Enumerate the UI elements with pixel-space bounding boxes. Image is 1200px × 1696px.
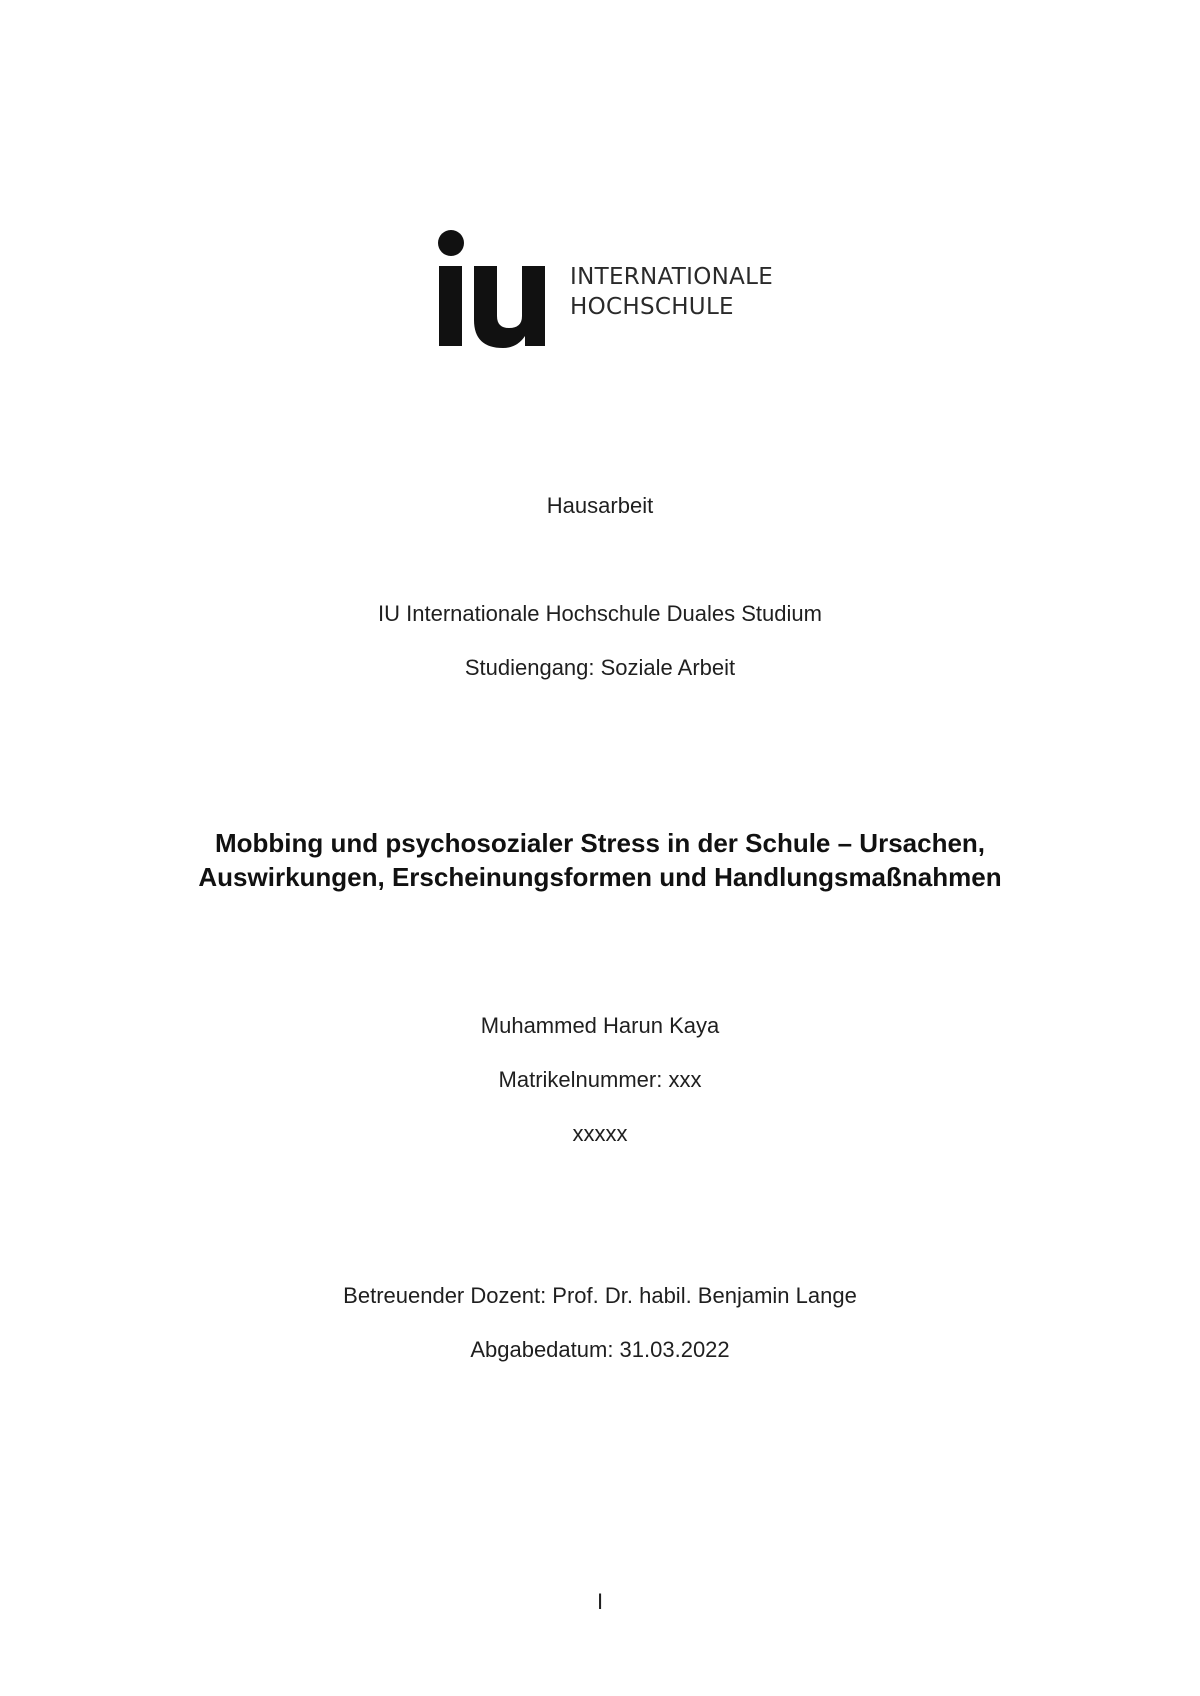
author-name: Muhammed Harun Kaya [480, 1013, 720, 1038]
student-id: Matrikelnummer: xxx [498, 1067, 702, 1092]
document-type: Hausarbeit [546, 493, 654, 518]
iu-logo [436, 228, 796, 348]
page-number: I [596, 1589, 604, 1614]
thesis-title [0, 826, 1200, 894]
logo-line-2: HOCHSCHULE [570, 294, 734, 320]
thesis-title-line-2: Auswirkungen, Erscheinungsformen und Handlungsmaßnahmen [198, 862, 1002, 892]
iu-logo-mark [436, 228, 554, 348]
study-program: Studiengang: Soziale Arbeit [464, 655, 736, 680]
thesis-title-line-1: Mobbing und psychosozialer Stress in der Schule – Ursachen, [214, 828, 986, 858]
submission-date: Abgabedatum: 31.03.2022 [470, 1337, 730, 1362]
address-placeholder: xxxxx [572, 1121, 628, 1146]
logo-line-1: INTERNATIONALE [570, 264, 774, 290]
iu-logo-wordmark [570, 262, 773, 322]
supervisor: Betreuender Dozent: Prof. Dr. habil. Benjamin Lange [343, 1283, 857, 1308]
institution: IU Internationale Hochschule Duales Studium [378, 601, 822, 626]
